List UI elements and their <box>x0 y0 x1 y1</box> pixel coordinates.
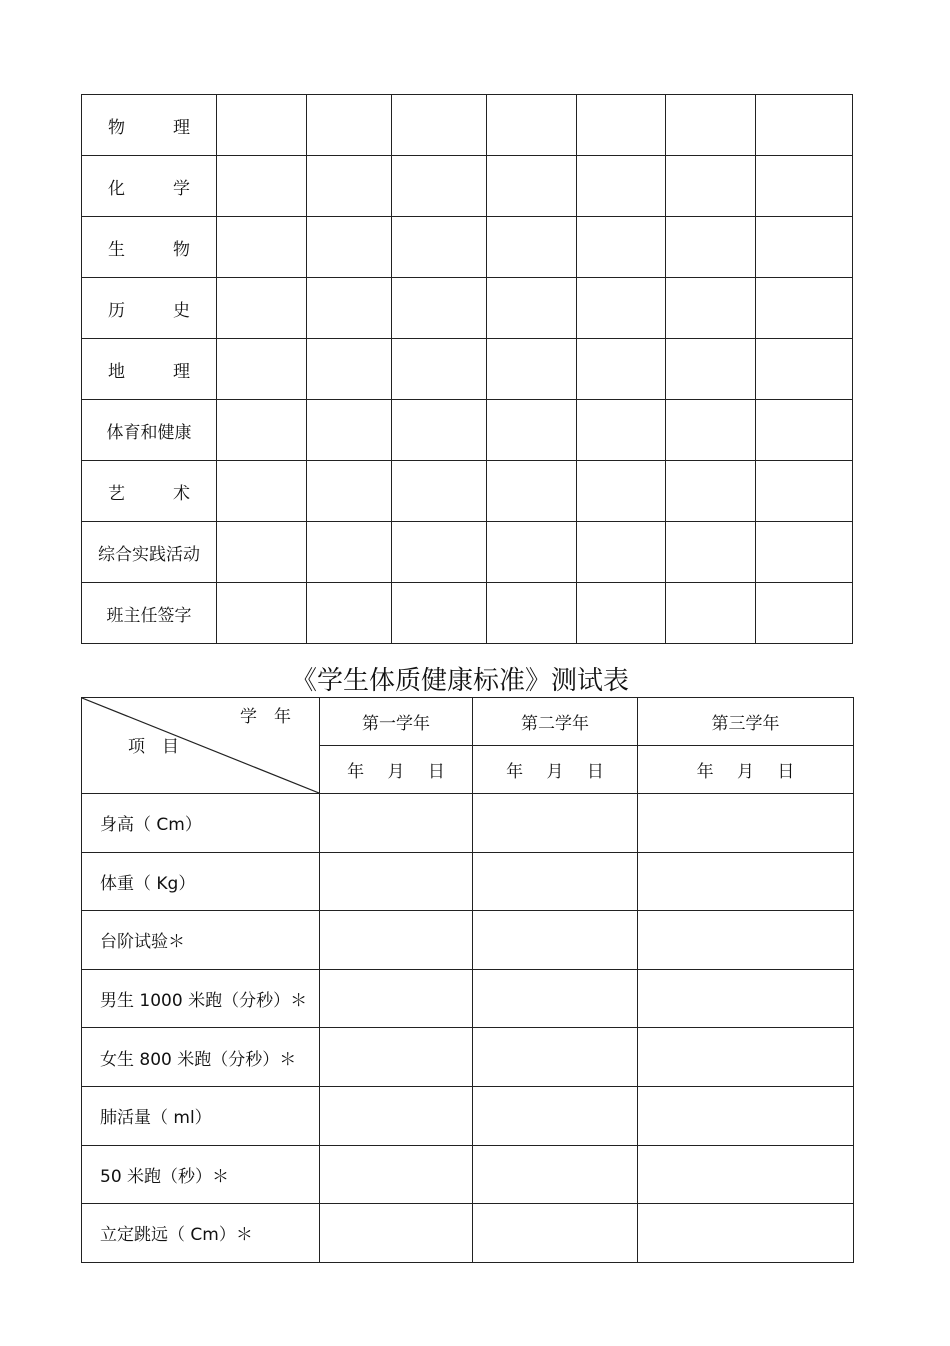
grades-row <box>82 400 853 461</box>
grade-entry-cell[interactable] <box>307 156 392 217</box>
fitness-item-label: 体重（ Kg） <box>82 852 320 911</box>
fitness-value-cell[interactable] <box>638 1145 854 1204</box>
grade-entry-cell[interactable] <box>392 278 487 339</box>
fitness-value-cell[interactable] <box>473 1145 638 1204</box>
subject-char-1: 物 <box>108 117 125 138</box>
grade-entry-cell[interactable] <box>666 339 756 400</box>
grade-entry-cell[interactable] <box>666 156 756 217</box>
fitness-item-row <box>82 1145 854 1204</box>
grade-entry-cell[interactable] <box>756 339 853 400</box>
date-month-label: 月 <box>546 762 564 782</box>
fitness-value-cell[interactable] <box>473 852 638 911</box>
grade-entry-cell[interactable] <box>577 522 666 583</box>
grades-row <box>82 583 853 644</box>
grade-entry-cell[interactable] <box>392 217 487 278</box>
grade-entry-cell[interactable] <box>487 95 577 156</box>
fitness-value-cell[interactable] <box>638 852 854 911</box>
grade-entry-cell[interactable] <box>217 522 307 583</box>
grade-entry-cell[interactable] <box>307 522 392 583</box>
header-year-1: 第一学年 <box>320 698 473 746</box>
subject-char-1: 生 <box>108 239 125 260</box>
fitness-item-row <box>82 1086 854 1145</box>
date-day-label: 日 <box>777 762 795 782</box>
grade-entry-cell[interactable] <box>392 95 487 156</box>
subject-char-2: 术 <box>173 483 190 504</box>
grade-entry-cell[interactable] <box>217 156 307 217</box>
subject-char-1: 化 <box>108 178 125 199</box>
fitness-value-cell[interactable] <box>638 911 854 970</box>
grade-entry-cell[interactable] <box>307 278 392 339</box>
subject-label <box>82 156 217 217</box>
fitness-value-cell[interactable] <box>638 1028 854 1087</box>
grade-entry-cell[interactable] <box>392 156 487 217</box>
fitness-item-row <box>82 911 854 970</box>
grade-entry-cell[interactable] <box>666 95 756 156</box>
subject-name: 综合实践活动 <box>98 544 200 565</box>
grade-entry-cell[interactable] <box>577 278 666 339</box>
grade-entry-cell[interactable] <box>307 217 392 278</box>
date-month-label: 月 <box>387 762 405 782</box>
fitness-value-cell[interactable] <box>320 852 473 911</box>
fitness-item-label: 50 米跑（秒）＊ <box>82 1145 320 1204</box>
subject-label <box>82 95 217 156</box>
fitness-value-cell[interactable] <box>638 969 854 1028</box>
grade-entry-cell[interactable] <box>666 461 756 522</box>
grade-entry-cell[interactable] <box>217 217 307 278</box>
grades-row <box>82 217 853 278</box>
fitness-value-cell[interactable] <box>320 1145 473 1204</box>
subject-label <box>82 278 217 339</box>
grade-entry-cell[interactable] <box>756 95 853 156</box>
fitness-value-cell[interactable] <box>320 794 473 853</box>
grade-entry-cell[interactable] <box>577 400 666 461</box>
fitness-value-cell[interactable] <box>473 794 638 853</box>
grade-entry-cell[interactable] <box>217 278 307 339</box>
grades-row <box>82 95 853 156</box>
grades-row <box>82 461 853 522</box>
date-cell-year-2 <box>473 746 638 794</box>
grade-entry-cell[interactable] <box>307 95 392 156</box>
fitness-item-row <box>82 969 854 1028</box>
subject-label <box>82 583 217 644</box>
grade-entry-cell[interactable] <box>307 583 392 644</box>
grade-entry-cell[interactable] <box>307 339 392 400</box>
subject-name: 体育和健康 <box>106 422 192 443</box>
fitness-value-cell[interactable] <box>638 794 854 853</box>
grade-entry-cell[interactable] <box>307 400 392 461</box>
fitness-value-cell[interactable] <box>473 1204 638 1263</box>
fitness-item-label: 肺活量（ ml） <box>82 1086 320 1145</box>
fitness-value-cell[interactable] <box>473 911 638 970</box>
corner-label-item: 项 目 <box>128 737 179 757</box>
grade-entry-cell[interactable] <box>217 400 307 461</box>
date-day-label: 日 <box>586 762 604 782</box>
fitness-value-cell[interactable] <box>320 1204 473 1263</box>
grade-entry-cell[interactable] <box>666 583 756 644</box>
grade-entry-cell[interactable] <box>756 278 853 339</box>
subject-char-1: 历 <box>108 300 125 321</box>
grades-row <box>82 339 853 400</box>
corner-label-school-year: 学 年 <box>240 707 291 727</box>
subject-char-2: 物 <box>173 239 190 260</box>
header-year-2: 第二学年 <box>473 698 638 746</box>
header-year-3: 第三学年 <box>638 698 854 746</box>
fitness-item-label: 男生 1000 米跑（分秒）＊ <box>82 969 320 1028</box>
date-cell-year-1 <box>320 746 473 794</box>
subject-label <box>82 461 217 522</box>
header-corner-cell <box>82 698 320 794</box>
grade-entry-cell[interactable] <box>666 278 756 339</box>
date-day-label: 日 <box>427 762 445 782</box>
grade-entry-cell[interactable] <box>666 522 756 583</box>
grade-entry-cell[interactable] <box>756 217 853 278</box>
subject-label <box>82 217 217 278</box>
grade-entry-cell[interactable] <box>666 217 756 278</box>
grades-table <box>81 94 853 644</box>
grade-entry-cell[interactable] <box>756 156 853 217</box>
subject-name: 班主任签字 <box>106 605 192 626</box>
grade-entry-cell[interactable] <box>217 95 307 156</box>
grade-entry-cell[interactable] <box>217 583 307 644</box>
fitness-item-row <box>82 852 854 911</box>
subject-label <box>82 522 217 583</box>
grade-entry-cell[interactable] <box>487 278 577 339</box>
fitness-value-cell[interactable] <box>320 911 473 970</box>
fitness-item-label: 立定跳远（ Cm）＊ <box>82 1204 320 1263</box>
grade-entry-cell[interactable] <box>217 461 307 522</box>
grade-entry-cell[interactable] <box>487 522 577 583</box>
grades-table-body <box>82 95 853 644</box>
grade-entry-cell[interactable] <box>392 583 487 644</box>
grade-entry-cell[interactable] <box>756 461 853 522</box>
subject-label <box>82 339 217 400</box>
subject-char-1: 艺 <box>108 483 125 504</box>
fitness-value-cell[interactable] <box>473 969 638 1028</box>
grade-entry-cell[interactable] <box>577 156 666 217</box>
fitness-value-cell[interactable] <box>473 1086 638 1145</box>
grade-entry-cell[interactable] <box>487 461 577 522</box>
grade-entry-cell[interactable] <box>577 339 666 400</box>
fitness-test-table <box>81 697 854 1263</box>
fitness-item-label: 女生 800 米跑（分秒）＊ <box>82 1028 320 1087</box>
fitness-item-label: 身高（ Cm） <box>82 794 320 853</box>
grade-entry-cell[interactable] <box>392 400 487 461</box>
grade-entry-cell[interactable] <box>487 217 577 278</box>
grade-entry-cell[interactable] <box>577 461 666 522</box>
date-year-label: 年 <box>696 762 714 782</box>
grade-entry-cell[interactable] <box>577 583 666 644</box>
fitness-value-cell[interactable] <box>320 969 473 1028</box>
subject-char-2: 理 <box>173 117 190 138</box>
grade-entry-cell[interactable] <box>392 461 487 522</box>
grade-entry-cell[interactable] <box>392 522 487 583</box>
date-year-label: 年 <box>347 762 365 782</box>
fitness-value-cell[interactable] <box>320 1028 473 1087</box>
date-cell-year-3 <box>638 746 854 794</box>
subject-char-2: 学 <box>173 178 190 199</box>
grade-entry-cell[interactable] <box>577 217 666 278</box>
date-month-label: 月 <box>737 762 754 782</box>
grade-entry-cell[interactable] <box>756 522 853 583</box>
fitness-item-label: 台阶试验＊ <box>82 911 320 970</box>
date-year-label: 年 <box>506 762 524 782</box>
fitness-value-cell[interactable] <box>320 1086 473 1145</box>
subject-char-1: 地 <box>108 361 125 382</box>
grade-entry-cell[interactable] <box>487 583 577 644</box>
subject-label <box>82 400 217 461</box>
fitness-item-row <box>82 1204 854 1263</box>
grade-entry-cell[interactable] <box>666 400 756 461</box>
grade-entry-cell[interactable] <box>487 400 577 461</box>
fitness-value-cell[interactable] <box>638 1086 854 1145</box>
grade-entry-cell[interactable] <box>217 339 307 400</box>
grade-entry-cell[interactable] <box>487 156 577 217</box>
subject-char-2: 史 <box>173 300 190 321</box>
grade-entry-cell[interactable] <box>307 461 392 522</box>
grades-row <box>82 278 853 339</box>
grade-entry-cell[interactable] <box>577 95 666 156</box>
grade-entry-cell[interactable] <box>392 339 487 400</box>
fitness-value-cell[interactable] <box>638 1204 854 1263</box>
grades-row <box>82 522 853 583</box>
grade-entry-cell[interactable] <box>756 583 853 644</box>
grade-entry-cell[interactable] <box>487 339 577 400</box>
subject-char-2: 理 <box>173 361 190 382</box>
grades-row <box>82 156 853 217</box>
fitness-item-row <box>82 1028 854 1087</box>
fitness-test-table-body <box>82 698 854 1263</box>
fitness-header-row <box>82 698 854 746</box>
fitness-value-cell[interactable] <box>473 1028 638 1087</box>
fitness-test-title: 《学生体质健康标准》测试表 <box>290 666 629 696</box>
grade-entry-cell[interactable] <box>756 400 853 461</box>
fitness-item-row <box>82 794 854 853</box>
